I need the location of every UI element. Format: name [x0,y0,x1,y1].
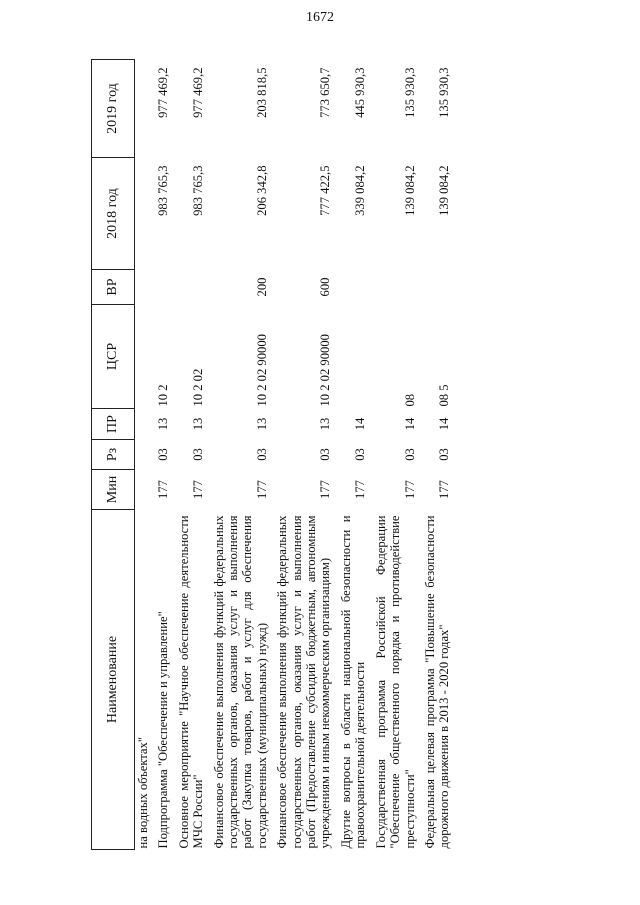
row-csr: 10 2 [156,384,171,407]
row-name: Федеральная целевая программа "Повышение безопасности дорожного движения в 2013 - 2020 годах" [422,515,452,849]
row-pr: 13 [156,417,171,431]
row-vr [336,270,371,305]
row-pr: 13 [318,417,333,431]
row-vr: 600 [318,277,333,297]
row-rz: 03 [318,448,333,461]
row-pr: 14 [402,417,417,431]
row-2019: 203 818,5 [254,67,269,118]
header-pr: ПР [92,409,135,440]
row-min: 177 [318,480,333,499]
header-2019: 2019 год [92,60,135,158]
row-rz: 03 [437,448,452,461]
row-csr: 10 2 02 [191,368,206,407]
row-2019: 445 930,3 [353,67,368,118]
row-rz: 03 [353,448,368,461]
row-pr: 14 [353,417,368,431]
row-2018: 983 765,3 [156,165,171,216]
row-rz: 03 [254,448,269,461]
row-2018: 139 084,2 [437,165,452,216]
header-csr: ЦСР [92,305,135,409]
page-number: 1672 [306,10,334,25]
row-vr: 200 [254,277,269,297]
header-vr: ВР [92,270,135,305]
row-2019: 977 469,2 [156,67,171,118]
row-name: Государственная программа Российской Федерации "Обеспечение общественного порядка и противодействие преступности" [373,515,417,849]
row-csr [336,305,371,409]
row-min: 177 [191,480,206,499]
row-min: 177 [437,480,452,499]
row-min: 177 [353,480,368,499]
row-rz: 03 [191,448,206,461]
row-2019: 977 469,2 [191,67,206,118]
row-csr: 10 2 02 90000 [318,334,333,407]
row-rz: 03 [156,448,171,461]
row-csr: 08 [402,393,417,407]
row-vr [153,270,173,305]
row-name: Финансовое обеспечение выполнения функций федеральных государственных органов, оказания услуг и выполнения работ (Предоставление субсидий бюджетным, автономным учреждениям и иным некоммерческим организациям) [275,515,333,849]
row-2018: 206 342,8 [254,165,269,216]
table-row [174,60,209,850]
row-vr [420,270,455,305]
table-row [209,60,273,850]
header-2018: 2018 год [92,158,135,270]
row-pr: 13 [191,417,206,431]
row-vr [174,270,209,305]
header-min: Мин [92,470,135,510]
table-row [272,60,336,850]
header-rz: Рз [92,440,135,470]
table-row [336,60,371,850]
row-csr: 10 2 02 90000 [254,334,269,407]
row-min: 177 [402,480,417,499]
row-rz: 03 [402,448,417,461]
table-row [371,60,420,850]
row-2019: 773 650,7 [318,67,333,118]
row-name: Основное мероприятие "Научное обеспечение деятельности МЧС России" [176,515,206,849]
row-name: Подпрограмма "Обеспечение и управление" [156,611,171,849]
budget-table [91,59,455,850]
row-2018: 983 765,3 [191,165,206,216]
row-2019: 135 930,3 [437,67,452,118]
continuation-text: на водных объектах" [136,737,150,849]
row-pr: 13 [254,417,269,431]
rotated-table-container [91,60,616,850]
row-name: Финансовое обеспечение выполнения функций федеральных государственных органов, оказания услуг и выполнения работ (Закупка товаров, работ и услуг для обеспечения государственных (муниципальных) нужд) [211,515,269,849]
row-2018: 339 084,2 [353,165,368,216]
table-row [420,60,455,850]
table-row [153,60,173,850]
row-2019: 135 930,3 [402,67,417,118]
table-header-row [92,60,135,850]
header-name: Наименование [92,510,135,850]
continuation-row [135,60,154,850]
row-2018: 139 084,2 [402,165,417,216]
row-pr: 14 [437,417,452,431]
row-2018: 777 422,5 [318,165,333,216]
row-csr: 08 5 [437,384,452,407]
row-vr [371,270,420,305]
row-name: Другие вопросы в области национальной безопасности и правоохранительной деятельности [338,515,368,849]
row-min: 177 [156,480,171,499]
row-min: 177 [254,480,269,499]
